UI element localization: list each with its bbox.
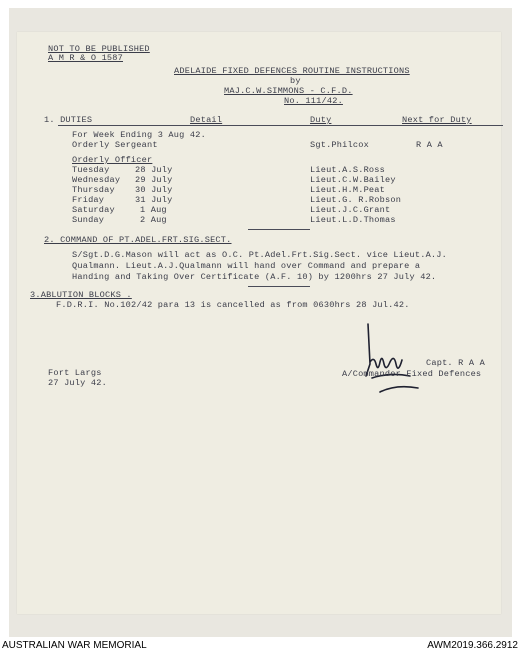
handwritten-signature (360, 316, 420, 400)
officer-row-name: Lieut.H.M.Peat (310, 185, 385, 195)
officer-row-date: 31 July (135, 195, 173, 205)
officer-row-date: 30 July (135, 185, 173, 195)
orderly-sergeant-label: Orderly Sergeant (72, 140, 158, 150)
officer-row-date: 28 July (135, 165, 173, 175)
column-next-for-duty: Next for Duty (402, 115, 472, 125)
officer-row-name: Lieut.L.D.Thomas (310, 215, 396, 225)
form-reference: A M R & O 1587 (48, 53, 123, 63)
section-1-heading (44, 115, 92, 125)
officer-row-name: Lieut.A.S.Ross (310, 165, 385, 175)
column-detail: Detail (190, 115, 223, 125)
signatory-rank: Capt. R A A (426, 358, 485, 368)
date-of-issue: 27 July 42. (48, 378, 107, 388)
section-divider (248, 286, 310, 287)
officer-row-name: Lieut.J.C.Grant (310, 205, 391, 215)
section-divider (248, 229, 310, 230)
document-title: ADELAIDE FIXED DEFENCES ROUTINE INSTRUCTIONS (174, 66, 410, 76)
officer-row-day: Friday (72, 195, 105, 205)
classification-marking: NOT TO BE PUBLISHED (48, 44, 150, 54)
officer-row-day: Wednesday (72, 175, 121, 185)
footer-institution: AUSTRALIAN WAR MEMORIAL (2, 640, 147, 651)
title-by: by (290, 76, 301, 86)
section-1-heading-text: 1. DUTIES (44, 115, 93, 125)
officer-row-name: Lieut.C.W.Bailey (310, 175, 396, 185)
footer-accession-number: AWM2019.366.2912 (427, 640, 518, 651)
place-of-issue: Fort Largs (48, 368, 102, 378)
instruction-number: No. 111/42. (284, 96, 343, 106)
officer-row-date: 2 Aug (140, 215, 167, 225)
week-ending: For Week Ending 3 Aug 42. (72, 130, 206, 140)
officer-row-name: Lieut.G. R.Robson (310, 195, 402, 205)
signatory-position: A/Commander Fixed Defences (342, 369, 482, 379)
section-3-heading: 3.ABLUTION BLOCKS . (30, 290, 132, 300)
officer-row-day: Saturday (72, 205, 115, 215)
orderly-sergeant-name: Sgt.Philcox (310, 140, 369, 150)
orderly-sergeant-next: R A A (416, 140, 443, 150)
document-author: MAJ.C.W.SIMMONS - C.F.D. (224, 86, 353, 96)
column-duty: Duty (310, 115, 332, 125)
section-3-line: F.D.R.I. No.102/42 para 13 is cancelled as from 0630hrs 28 Jul.42. (56, 300, 410, 310)
officer-row-day: Tuesday (72, 165, 110, 175)
section-2-heading: 2. COMMAND OF PT.ADEL.FRT.SIG.SECT. (44, 235, 232, 245)
officer-row-day: Thursday (72, 185, 115, 195)
section-2-line: Handing and Taking Over Certificate (A.F. 10) by 1200hrs 27 July 42. (72, 272, 437, 282)
section-2-line: Qualmann. Lieut.A.J.Qualmann will hand over Command and prepare a (72, 261, 421, 271)
officer-row-date: 29 July (135, 175, 173, 185)
section-1-rule (58, 125, 503, 126)
officer-row-day: Sunday (72, 215, 105, 225)
officer-row-date: 1 Aug (140, 205, 167, 215)
orderly-officer-label: Orderly Officer (72, 155, 153, 165)
section-2-line: S/Sgt.D.G.Mason will act as O.C. Pt.Adel.Frt.Sig.Sect. vice Lieut.A.J. (72, 250, 447, 260)
